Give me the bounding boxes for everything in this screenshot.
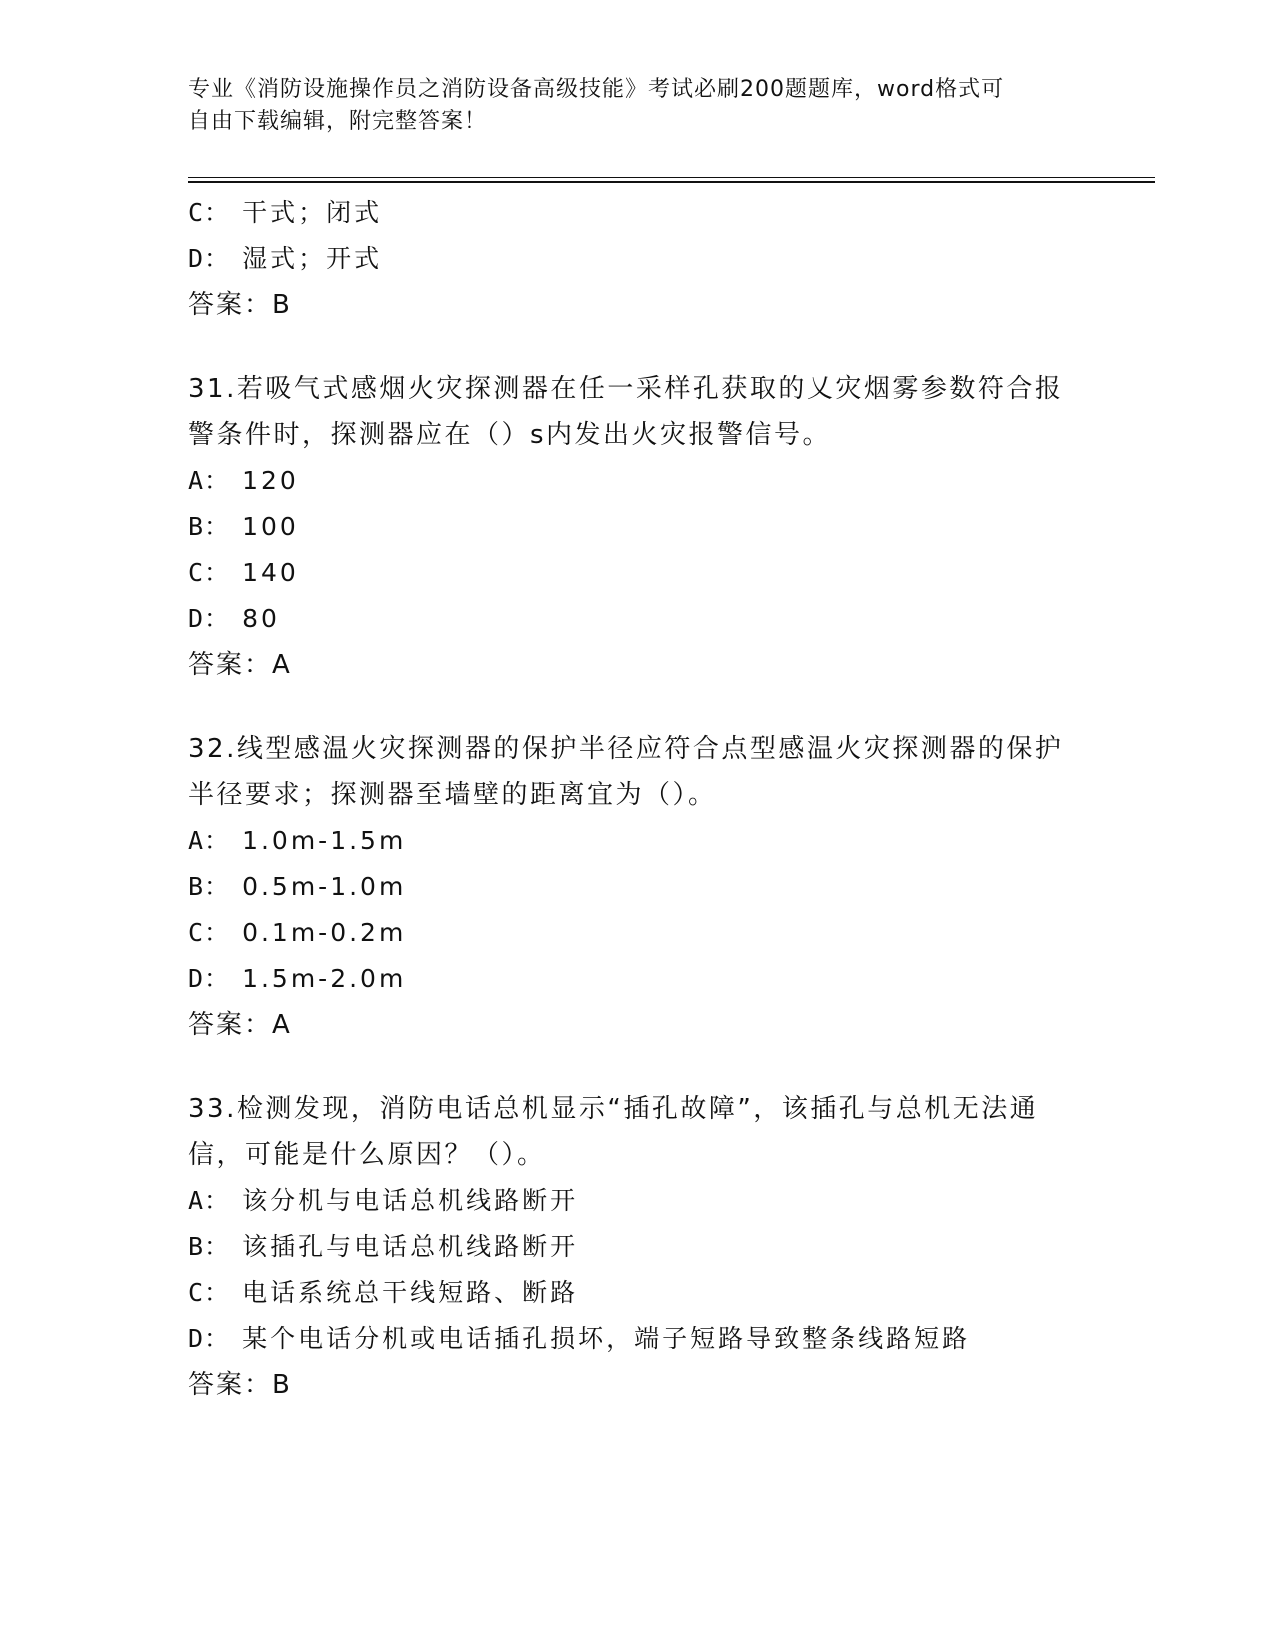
option-letter: B： (188, 512, 231, 541)
option-letter: C： (188, 558, 231, 587)
header-rule-thin (188, 177, 1155, 178)
option-letter: C： (188, 918, 231, 947)
question-text: 33.检测发现，消防电话总机显示“插孔故障”，该插孔与总机无法通信，可能是什么原因？（）。 (188, 1094, 1039, 1170)
option-b (188, 504, 1088, 550)
answer: 答案：A (188, 650, 292, 680)
option-text: 某个电话分机或电话插孔损坏，端子短路导致整条线路短路 (242, 1324, 971, 1353)
question-33 (188, 1086, 1088, 1408)
option-text: 1.5m-2.0m (242, 964, 407, 993)
option-letter: D： (188, 604, 231, 633)
option-letter: C： (188, 198, 231, 227)
option-d (188, 596, 1088, 642)
option-text: 100 (242, 512, 299, 541)
option-text: 该插孔与电话总机线路断开 (242, 1232, 579, 1261)
option-letter: D： (188, 244, 231, 273)
option-d (188, 956, 1088, 1002)
option-b (188, 1224, 1088, 1270)
option-letter: D： (188, 964, 231, 993)
question-text: 31.若吸气式感烟火灾探测器在任一采样孔获取的乂灾烟雾参数符合报警条件时，探测器应在（）s内发出火灾报警信号。 (188, 374, 1064, 450)
option-text: 120 (242, 466, 299, 495)
header-line-2: 自由下载编辑，附完整答案！ (188, 109, 488, 134)
option-text: 0.1m-0.2m (242, 918, 407, 947)
option-letter: A： (188, 466, 231, 495)
header-line-1: 专业《消防设施操作员之消防设备高级技能》考试必刷200题题库，word格式可 (188, 77, 1005, 102)
option-c (188, 190, 1088, 236)
option-text: 电话系统总干线短路、断路 (242, 1278, 579, 1307)
option-text: 0.5m-1.0m (242, 872, 407, 901)
option-b (188, 864, 1088, 910)
prev-question (188, 190, 1088, 328)
option-text: 1.0m-1.5m (242, 826, 407, 855)
option-text: 该分机与电话总机线路断开 (242, 1186, 579, 1215)
header-rule-thick (188, 181, 1155, 183)
question-32 (188, 726, 1088, 1048)
option-letter: C： (188, 1278, 231, 1307)
option-letter: A： (188, 1186, 231, 1215)
question-list (188, 190, 1088, 1446)
answer: 答案：B (188, 1370, 292, 1400)
option-text: 80 (242, 604, 280, 633)
question-31 (188, 366, 1088, 688)
option-c (188, 910, 1088, 956)
option-a (188, 1178, 1088, 1224)
option-letter: A： (188, 826, 231, 855)
option-text: 140 (242, 558, 299, 587)
question-text: 32.线型感温火灾探测器的保护半径应符合点型感温火灾探测器的保护半径要求；探测器至墙壁的距离宜为（）。 (188, 734, 1064, 810)
option-letter: B： (188, 872, 231, 901)
option-a (188, 458, 1088, 504)
option-a (188, 818, 1088, 864)
page-header (188, 74, 1078, 138)
option-d (188, 236, 1088, 282)
option-letter: B： (188, 1232, 231, 1261)
option-c (188, 550, 1088, 596)
answer: 答案：B (188, 290, 292, 320)
option-d (188, 1316, 1088, 1362)
option-c (188, 1270, 1088, 1316)
option-text: 干式；闭式 (242, 198, 383, 227)
answer: 答案：A (188, 1010, 292, 1040)
option-text: 湿式；开式 (242, 244, 383, 273)
option-letter: D： (188, 1324, 231, 1353)
